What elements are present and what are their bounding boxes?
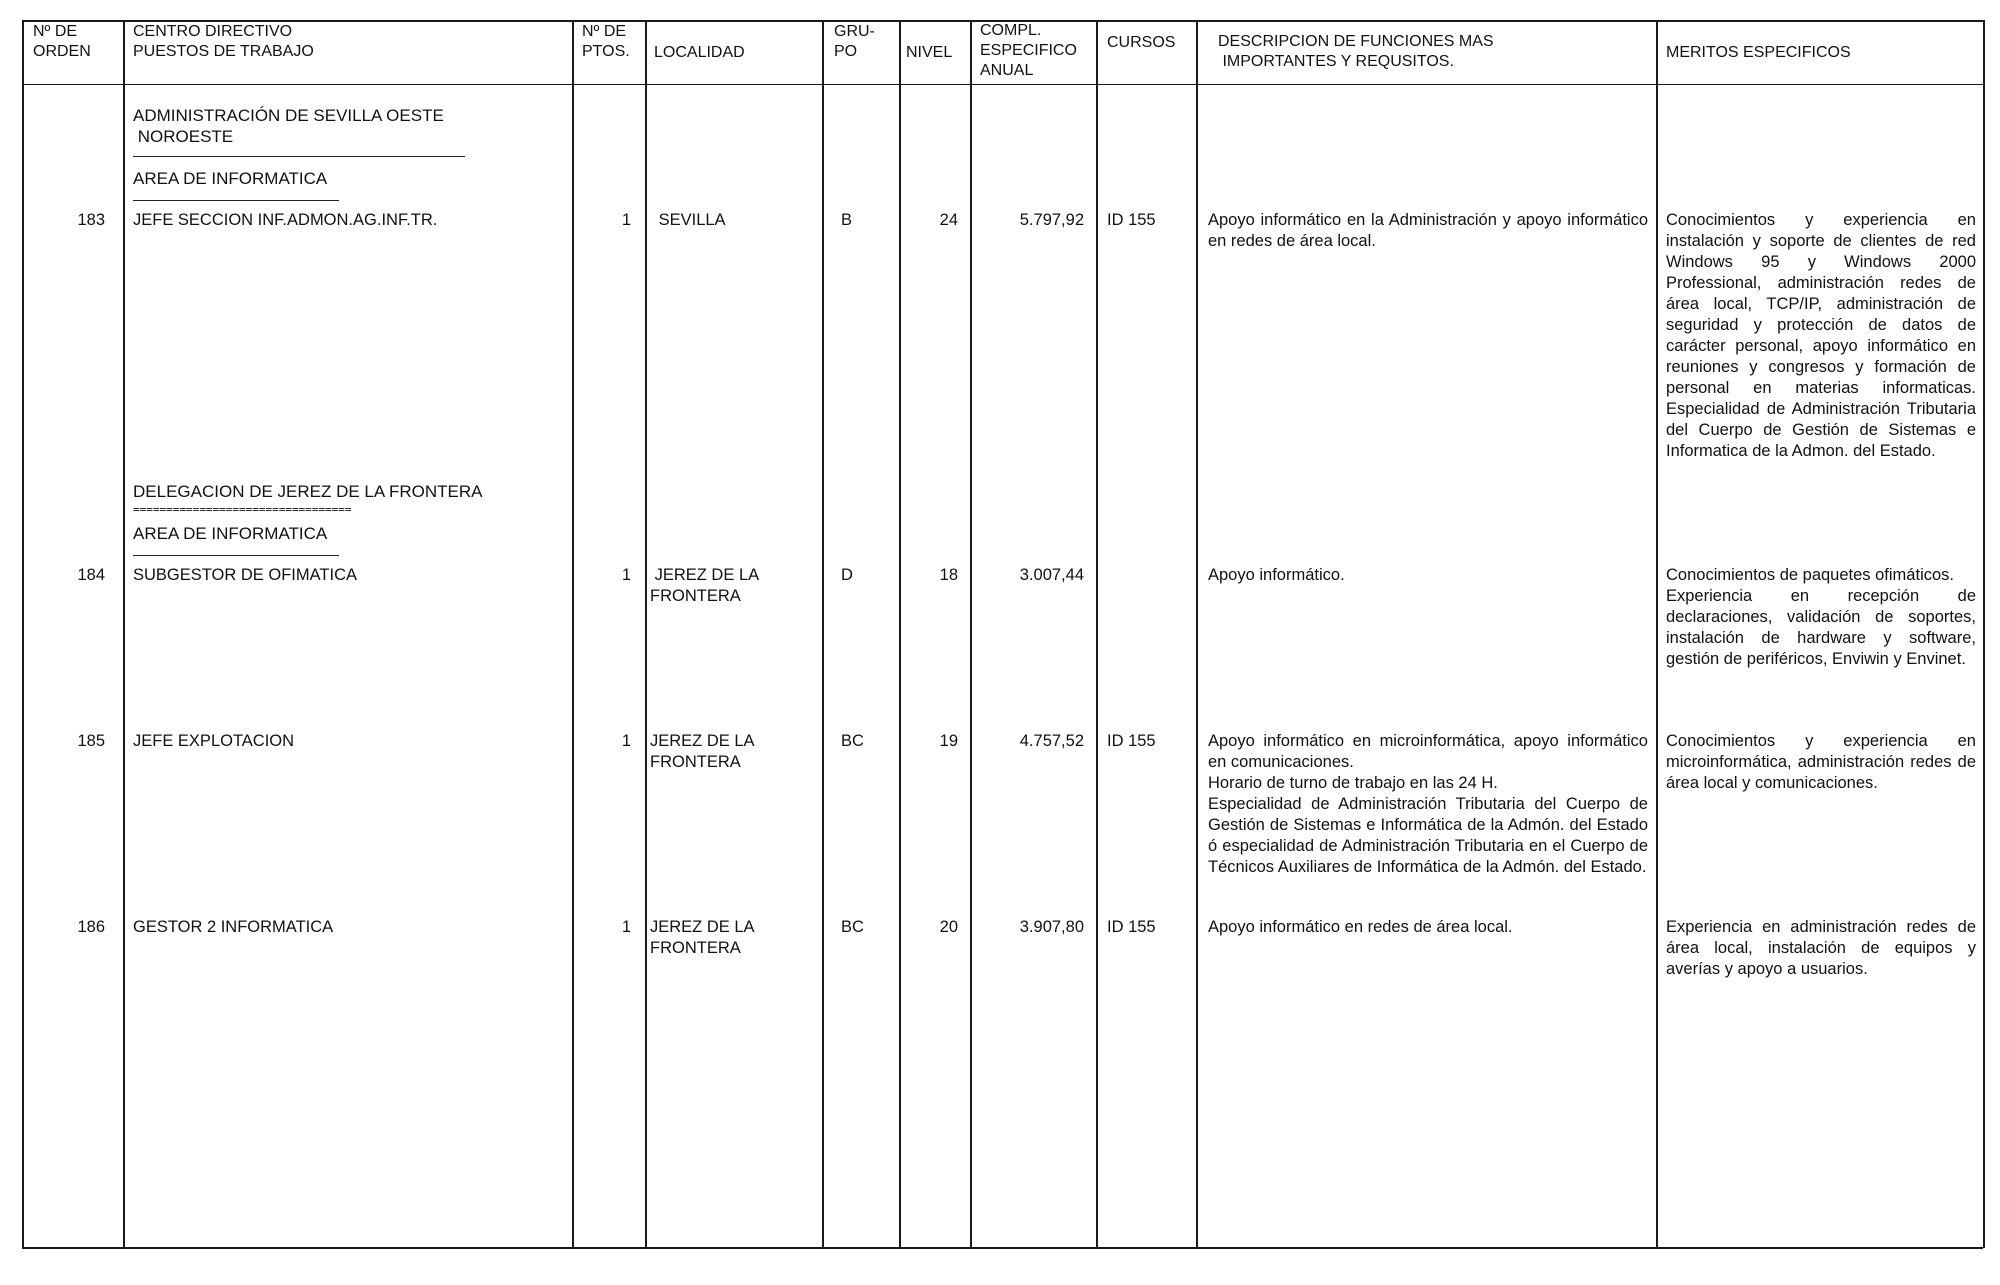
row-185-descripcion: Apoyo informático en microinformática, apoyo informático en comunicaciones. Horario de turno de trabajo en las 24 H. Especialidad de Administración Tributaria del Cuerpo de Gestión de Sistemas e Informática de la Admón. del Estado ó especialidad de Administración Tributaria en el Cuerpo de Técnicos Auxiliares de Informática de la Admón. del Estado. (1208, 732, 1648, 876)
header-meritos: MERITOS ESPECIFICOS (1666, 44, 1851, 61)
row-186-ptos: 1 (621, 918, 631, 936)
row-186-cursos: ID 155 (1107, 918, 1156, 936)
section-title-double-underline: ================================= (133, 505, 352, 515)
section-title-sevilla: ADMINISTRACIÓN DE SEVILLA OESTE NOROESTE (133, 106, 444, 146)
header-cursos: CURSOS (1107, 34, 1176, 51)
row-186-grupo: BC (841, 918, 864, 936)
row-184-nivel: 18 (939, 566, 958, 584)
row-184-compl: 3.007,44 (1019, 566, 1084, 584)
section-title-underline (133, 156, 465, 157)
row-185-ptos: 1 (621, 732, 631, 750)
col-border-3 (645, 20, 647, 1248)
row-183-grupo: B (841, 211, 853, 229)
row-183-puesto: JEFE SECCION INF.ADMON.AG.INF.TR. (133, 211, 438, 229)
row-184-localidad: JEREZ DE LA FRONTERA (650, 566, 760, 605)
header-ptos: Nº DE PTOS. (582, 23, 630, 60)
row-184-grupo: D (841, 566, 853, 584)
row-184-puesto: SUBGESTOR DE OFIMATICA (133, 566, 357, 584)
col-border-2 (572, 20, 574, 1248)
col-border-7 (1096, 20, 1098, 1248)
col-border-5 (899, 20, 901, 1248)
row-186-nivel: 20 (939, 918, 958, 936)
col-border-4 (822, 20, 824, 1248)
row-185-localidad: JEREZ DE LA FRONTERA (650, 732, 755, 771)
row-183-nivel: 24 (939, 211, 958, 229)
row-183-cursos: ID 155 (1107, 211, 1156, 229)
row-185-cursos: ID 155 (1107, 732, 1156, 750)
row-185-grupo: BC (841, 732, 864, 750)
row-186-descripcion: Apoyo informático en redes de área local. (1208, 918, 1513, 936)
col-border-10 (1983, 20, 1985, 1248)
col-border-6 (970, 20, 972, 1248)
row-186-puesto: GESTOR 2 INFORMATICA (133, 918, 334, 936)
header-compl: COMPL. ESPECIFICO ANUAL (980, 22, 1077, 79)
row-186-localidad: JEREZ DE LA FRONTERA (650, 918, 755, 957)
table-bottom-border (22, 1247, 1983, 1249)
section-subtitle-area-2: AREA DE INFORMATICA (133, 524, 328, 543)
header-localidad: LOCALIDAD (654, 44, 745, 61)
row-183-descripcion: Apoyo informático en la Administración y apoyo informático en redes de área local. (1208, 211, 1653, 250)
header-bottom-border (22, 84, 1983, 85)
header-centro: CENTRO DIRECTIVO PUESTOS DE TRABAJO (133, 23, 314, 60)
header-nivel: NIVEL (906, 44, 953, 61)
col-border-8 (1196, 20, 1198, 1248)
col-border-1 (123, 20, 125, 1248)
row-183-compl: 5.797,92 (1019, 211, 1084, 229)
row-185-meritos: Conocimientos y experiencia en microinformática, administración redes de área local y comunicaciones. (1666, 732, 1981, 792)
col-border-9 (1656, 20, 1658, 1248)
row-186-meritos: Experiencia en administración redes de área local, instalación de equipos y averías y apoyo a usuarios. (1666, 918, 1981, 978)
row-186-orden: 186 (77, 918, 105, 936)
row-183-localidad: SEVILLA (654, 211, 726, 229)
row-183-meritos: Conocimientos y experiencia en instalación y soporte de clientes de red Windows 95 y Windows 2000 Professional, administración redes de área local, TCP/IP, administración de seguridad y protección de datos de carácter personal, apoyo informático en reuniones y congresos y formación de personal en materias informaticas. Especialidad de Administración Tributaria del Cuerpo de Gestión de Sistemas e Informatica de la Admon. del Estado. (1666, 211, 1981, 460)
row-183-ptos: 1 (621, 211, 631, 229)
row-184-meritos: Conocimientos de paquetes ofimáticos. Experiencia en recepción de declaraciones, validación de soportes, instalación de hardware y software, gestión de periféricos, Enviwin y Envinet. (1666, 566, 1976, 668)
row-185-compl: 4.757,52 (1019, 732, 1084, 750)
section-title-jerez: DELEGACION DE JEREZ DE LA FRONTERA (133, 482, 483, 501)
row-185-nivel: 19 (939, 732, 958, 750)
row-184-orden: 184 (77, 566, 105, 584)
row-184-descripcion: Apoyo informático. (1208, 566, 1345, 584)
col-border-0 (22, 20, 24, 1248)
header-orden: Nº DE ORDEN (33, 23, 91, 60)
row-184-ptos: 1 (621, 566, 631, 584)
header-descripcion: DESCRIPCION DE FUNCIONES MAS IMPORTANTES Y REQUSITOS. (1218, 33, 1494, 70)
row-183-orden: 183 (77, 211, 105, 229)
row-185-orden: 185 (77, 732, 105, 750)
section-subtitle-area-1: AREA DE INFORMATICA (133, 169, 328, 188)
row-185-puesto: JEFE EXPLOTACION (133, 732, 295, 750)
row-186-compl: 3.907,80 (1019, 918, 1084, 936)
header-grupo: GRU- PO (834, 23, 875, 60)
section-subtitle-underline-2 (133, 555, 339, 556)
section-subtitle-underline (133, 200, 339, 201)
